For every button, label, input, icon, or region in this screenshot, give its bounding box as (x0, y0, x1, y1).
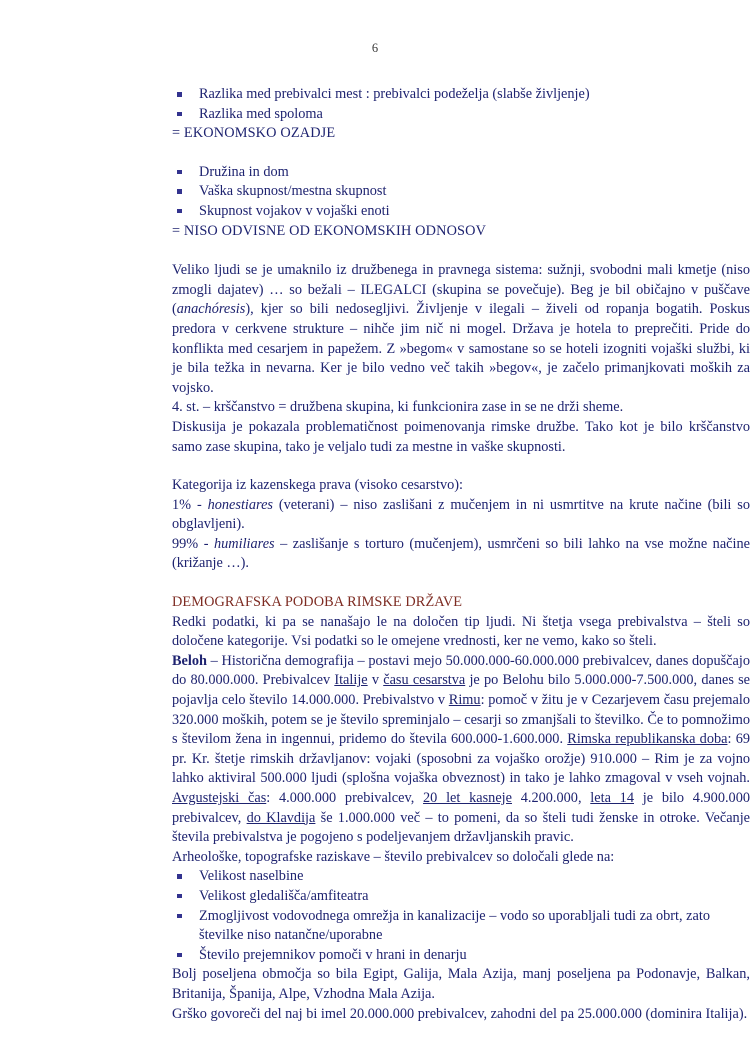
paragraph-text-part: 99% - (172, 535, 214, 552)
bullet-square-icon (177, 189, 182, 194)
list-item (172, 946, 750, 966)
paragraph-text-part: – Historična demografija – postavi mejo 50.000.000-60.000.000 prebivalcev, danes dopuščajo do 80.000.000. Prebivalcev (172, 652, 750, 689)
list-item (172, 202, 750, 222)
bullet-square-icon (177, 92, 182, 97)
paragraph-text-part: je bilo 4.900.000 prebivalcev, (172, 790, 750, 826)
paragraph-diskusija: Diskusija je pokazala problematičnost poimenovanja rimske družbe. Tako kot je bilo krščanstvo samo zase skupina, tako je veljalo tudi za mestne in vaške skupnosti. (172, 418, 750, 455)
underlined-term-leta-14: leta 14 (590, 790, 634, 806)
paragraph-humiliares (172, 535, 750, 574)
paragraph-beloh (172, 652, 750, 848)
list-item-label: Skupnost vojakov v vojaški enoti (199, 202, 390, 219)
paragraph-krscanstvo: 4. st. – krščanstvo = družbena skupina, ki funkcionira zase in se ne drži sheme. (172, 399, 624, 416)
list-item-label: Vaška skupnost/mestna skupnost (199, 183, 387, 200)
latin-term-honestiares: honestiares (207, 496, 273, 513)
latin-term-humiliares: humiliares (213, 535, 275, 552)
paragraph-text-part: v (367, 672, 384, 689)
document-body (86, 85, 750, 1024)
underlined-term-20-let-kasneje: 20 let kasneje (423, 790, 512, 806)
latin-term-anachoresis: anachóresis (176, 301, 246, 318)
bullet-square-icon (177, 914, 182, 919)
paragraph-text-part: ), kjer so bili nedosegljivi. Življenje v ilegali – živeli od ropanja bogatih. Poskus predora v cerkvene strukture – nihče jim nič ni mogel. Država je hotela to preprečiti. Pride do konflikta med cesarjem in papežem. Z »begom« v samostane so se hoteli izogniti vojaški službi, ki je bila težka in nevarna. Ker je bilo vedno več takih »begov«, je začelo primanjkovati moških za vojsko. (172, 301, 750, 396)
bullet-square-icon (177, 874, 182, 879)
bullet-list-non-economic (172, 163, 750, 222)
paragraph-text-part: 1% - (172, 496, 208, 513)
paragraph-grsko-govoreci: Grško govoreči del naj bi imel 20.000.000 prebivalcev, zahodni del pa 25.000.000 (dominira Italija). (172, 1005, 748, 1022)
list-item-label: Razlika med prebivalci mest : prebivalci podeželja (slabše življenje) (199, 86, 590, 102)
list-item (172, 867, 750, 887)
underlined-term-rimu: Rimu (448, 692, 481, 709)
bullet-square-icon (177, 112, 182, 117)
paragraph-text-part: : pomoč v žitu je v Cezarjevem času prejemalo 320.000 moških, potem se je število spreminjalo – cesarji so zmanjšali to številko. Če to pomnožimo s številom žena in ingennui, pridemo do števila 600.000-1.600.000. (172, 692, 750, 748)
paragraph-arheoloske: Arheološke, topografske raziskave – število prebivalcev so določali glede na: (172, 848, 615, 865)
section-heading-demografska: DEMOGRAFSKA PODOBA RIMSKE DRŽAVE (172, 594, 463, 611)
conclusion-economic-background: = EKONOMSKO OZADJE (172, 125, 336, 142)
paragraph-text-part: : 4.000.000 prebivalcev, (266, 790, 424, 806)
conclusion-non-economic: = NISO ODVISNE OD EKONOMSKIH ODNOSOV (172, 222, 487, 239)
paragraph-text-part: : 69 pr. Kr. štetje rimskih državljanov: vojaki (sposobni za vojaško orožje) 910.000 – Rim je za vojno lahko aktiviral 500.000 ljudi (splošna vojaška obveznost) in tako je lahko zmagoval v vseh vojnah. (172, 731, 750, 787)
underlined-term-rimska-republikanska-doba: Rimska republikanska doba (567, 731, 728, 748)
paragraph-redki-podatki: Redki podatki, ki pa se nanašajo le na določen tip ljudi. Ni štetja vsega prebivalstva – šteli so določene kategorije. Vsi podatki so le omejene vrednosti, ker ne vemo, kako so šteli. (172, 613, 750, 650)
spacer (172, 241, 750, 261)
spacer (172, 457, 750, 476)
paragraph-text-part: še 1.000.000 več – to pomeni, da so šteli tudi ženske in otroke. Večanje števila prebivalstva je pogojeno s podeljevanjem državljanskih pravic. (172, 809, 750, 846)
heading-kategorija: Kategorija iz kazenskega prava (visoko cesarstvo): (172, 477, 463, 494)
paragraph-honestiares (172, 496, 750, 535)
list-item-label: Razlika med spoloma (199, 105, 323, 122)
underlined-term-avgustejski-cas: Avgustejski čas (172, 790, 267, 806)
paragraph-text-part: Veliko ljudi se je umaknilo iz družbenega in pravnega sistema: sužnji, svobodni mali kmetje (niso zmogli dajatev) … so bežali – ILEGALCI (skupina se povečuje). Beg je bil običajno v puščave ( (172, 262, 750, 318)
paragraph-text-part: 4.200.000, (512, 790, 591, 806)
list-item (172, 85, 750, 105)
underlined-term-do-klavdija: do Klavdija (246, 809, 316, 826)
paragraph-text-part: je po Belohu bilo 5.000.000-7.500.000, danes se pojavlja celo število 14.000.000. Prebivalstvo v (172, 672, 750, 709)
bullet-square-icon (177, 953, 182, 958)
list-item-label: Velikost naselbine (199, 868, 304, 885)
bullet-list-economic-background (172, 85, 750, 124)
list-item (172, 163, 750, 183)
bullet-square-icon (177, 170, 182, 175)
paragraph-illegalci (172, 261, 750, 398)
list-item (172, 182, 750, 202)
list-item-label: Družina in dom (199, 163, 289, 180)
bullet-square-icon (177, 209, 182, 214)
list-item-label: Število prejemnikov pomoči v hrani in denarju (199, 946, 467, 963)
page-number: 6 (371, 41, 379, 55)
paragraph-text-part: (veterani) – niso zaslišani z mučenjem in ni usmrtitve na krute načine (bili so obglavljeni). (172, 496, 750, 533)
bullet-list-research-criteria (172, 867, 750, 965)
paragraph-text-part: – zaslišanje s torturo (mučenjem), usmrčeni so bili lahko na vse možne načine (križanje …). (172, 535, 750, 572)
underlined-term-casu-cesarstva: času cesarstva (383, 672, 466, 689)
list-item-label: Zmogljivost vodovodnega omrežja in kanalizacije – vodo so uporabljali tudi za obrt, zato številke niso natančne/uporabne (199, 907, 710, 944)
underlined-term-italije: Italije (334, 672, 368, 689)
spacer (172, 144, 750, 163)
paragraph-poseljena-obmocja: Bolj poseljena območja so bila Egipt, Galija, Mala Azija, manj poseljena pa Podonavje, Balkan, Britanija, Španija, Alpe, Vzhodna Mala Azija. (172, 966, 750, 1002)
bullet-square-icon (177, 894, 182, 899)
list-item (172, 105, 750, 125)
list-item (172, 907, 750, 946)
spacer (172, 574, 750, 593)
list-item-label: Velikost gledališča/amfiteatra (199, 887, 369, 904)
author-name-beloh: Beloh (172, 652, 207, 669)
list-item (172, 887, 750, 907)
